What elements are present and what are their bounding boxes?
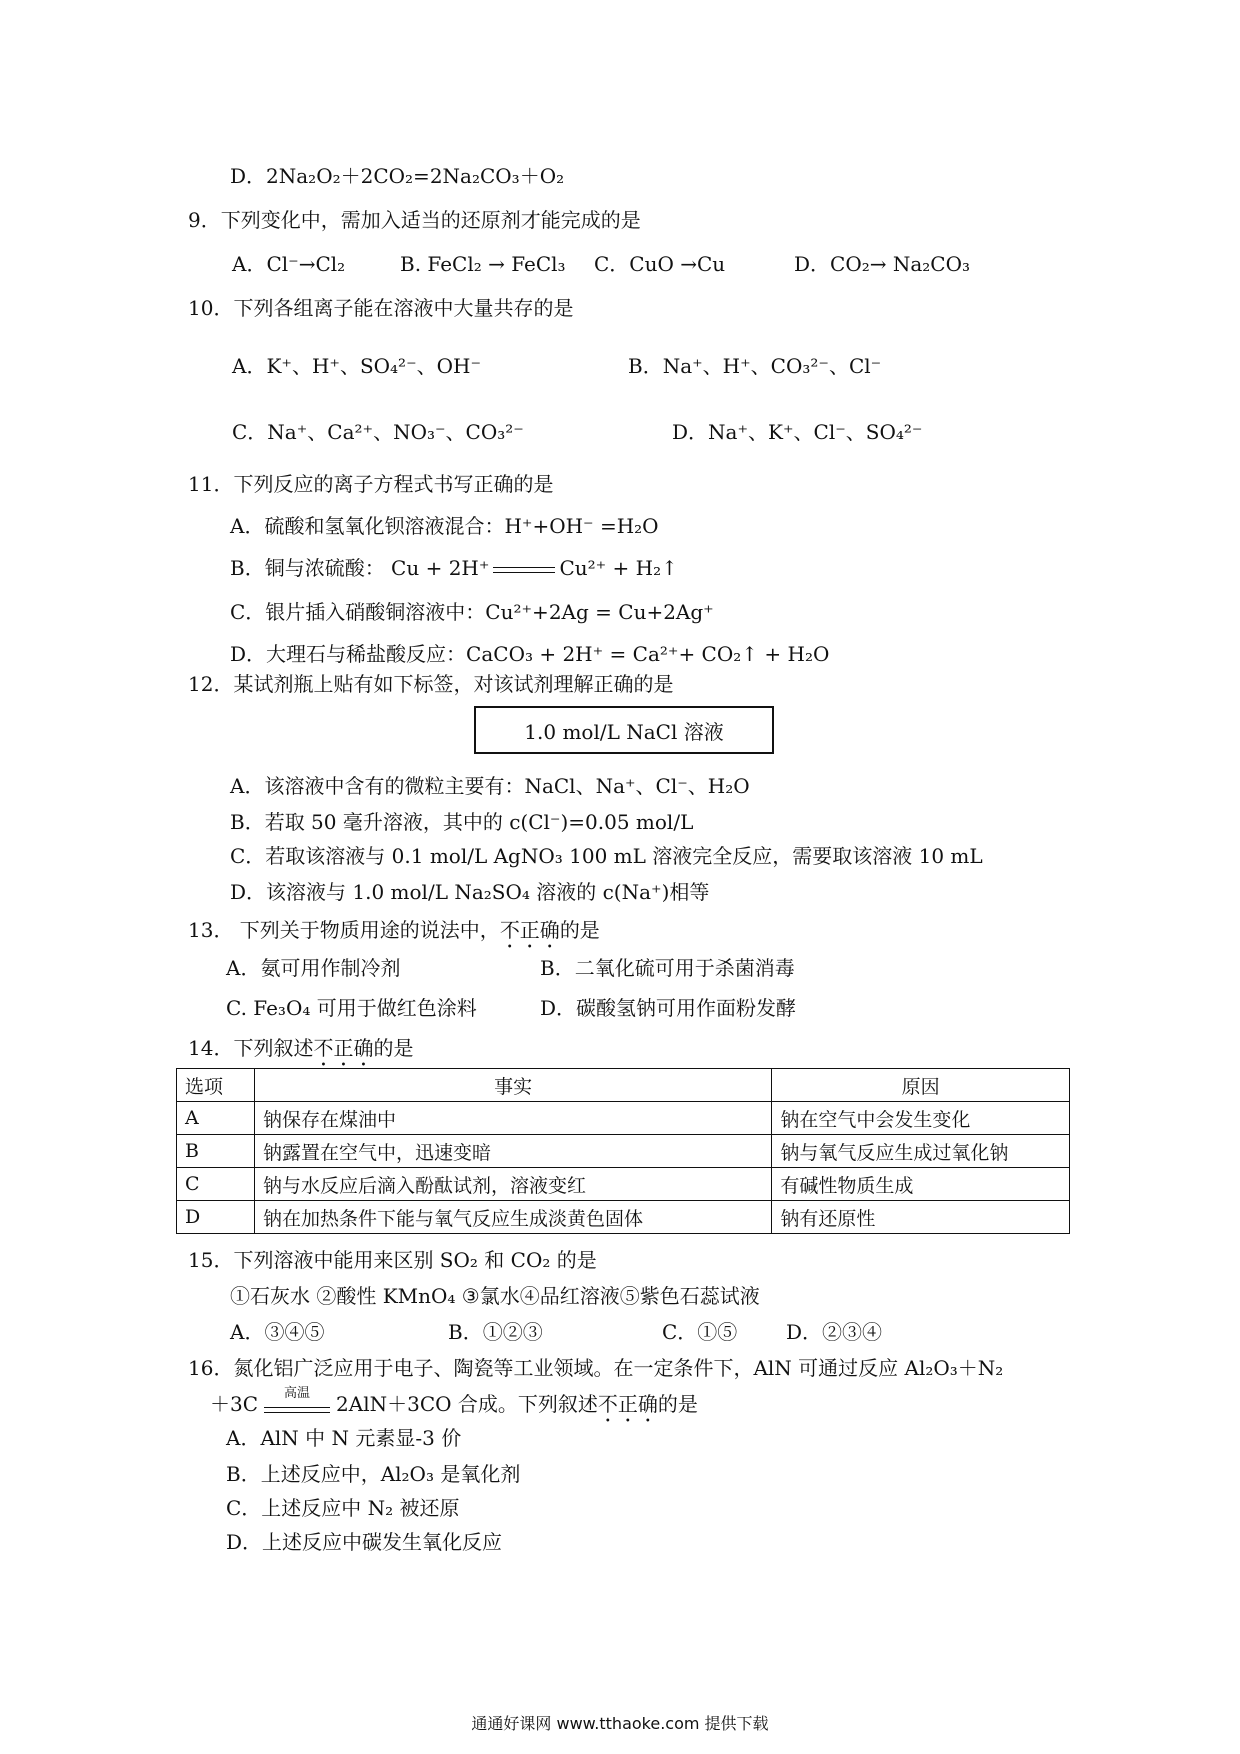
q10-option-d: D．Na⁺、K⁺、Cl⁻、SO₄²⁻ bbox=[672, 420, 923, 444]
q10-option-c: C．Na⁺、Ca²⁺、NO₃⁻、CO₃²⁻ bbox=[232, 420, 524, 444]
row-option: D bbox=[177, 1201, 255, 1234]
q15-option-a: A．③④⑤ bbox=[230, 1320, 325, 1344]
reagent-label-text: 1.0 mol/L NaCl 溶液 bbox=[524, 719, 724, 744]
q11-option-d: D．大理石与稀盐酸反应：CaCO₃ + 2H⁺ = Ca²⁺+ CO₂↑ + H₂O bbox=[230, 642, 830, 666]
q15-stem: 15．下列溶液中能用来区别 SO₂ 和 CO₂ 的是 bbox=[188, 1248, 597, 1272]
reagent-label-box bbox=[474, 706, 774, 754]
table-row bbox=[177, 1135, 1070, 1168]
row-reason: 钠有还原性 bbox=[772, 1201, 1070, 1234]
q11-option-b-left: B．铜与浓硫酸： Cu + 2H⁺ bbox=[230, 556, 490, 580]
q10-option-b: B．Na⁺、H⁺、CO₃²⁻、Cl⁻ bbox=[628, 354, 882, 378]
q12-option-a: A．该溶液中含有的微粒主要有：NaCl、Na⁺、Cl⁻、H₂O bbox=[230, 774, 750, 798]
q9-option-c: C．CuO →Cu bbox=[594, 252, 726, 276]
page-footer: 通通好课网 www.tthaoke.com 提供下载 bbox=[471, 1714, 769, 1733]
q12-stem: 12．某试剂瓶上贴有如下标签，对该试剂理解正确的是 bbox=[188, 672, 674, 696]
q15-option-b: B．①②③ bbox=[448, 1320, 543, 1344]
q8-option-d: D．2Na₂O₂＋2CO₂=2Na₂CO₃＋O₂ bbox=[230, 164, 565, 188]
q9-option-a: A．Cl⁻→Cl₂ bbox=[232, 252, 346, 276]
table-row bbox=[177, 1168, 1070, 1201]
q10-stem: 10．下列各组离子能在溶液中大量共存的是 bbox=[188, 296, 574, 320]
row-fact: 钠在加热条件下能与氧气反应生成淡黄色固体 bbox=[254, 1201, 771, 1234]
q13-option-d: D．碳酸氢钠可用作面粉发酵 bbox=[540, 996, 797, 1020]
q16-stem-left: ＋3C bbox=[210, 1392, 259, 1416]
q16-stem-emphasis: 不正确 bbox=[597, 1392, 658, 1416]
facts-table bbox=[176, 1068, 1070, 1234]
table-header-row bbox=[177, 1069, 1070, 1102]
row-option: C bbox=[177, 1168, 255, 1201]
q15-reagents: ①石灰水 ②酸性 KMnO₄ ③氯水④品红溶液⑤紫色石蕊试液 bbox=[230, 1284, 760, 1308]
q16-stem-line1: 16．氮化铝广泛应用于电子、陶瓷等工业领域。在一定条件下，AlN 可通过反应 Al₂O₃＋N₂ bbox=[188, 1356, 1004, 1380]
q13-option-a: A．氨可用作制冷剂 bbox=[226, 956, 401, 980]
q16-option-c: C．上述反应中 N₂ 被还原 bbox=[226, 1496, 460, 1520]
q14-stem-emphasis: 不正确 bbox=[313, 1036, 374, 1060]
table-row bbox=[177, 1102, 1070, 1135]
row-option: A bbox=[177, 1102, 255, 1135]
q11-option-b-right: Cu²⁺ + H₂↑ bbox=[559, 556, 678, 580]
header-option: 选项 bbox=[177, 1069, 255, 1102]
reaction-condition-arrow bbox=[264, 1385, 330, 1419]
q11-stem: 11．下列反应的离子方程式书写正确的是 bbox=[188, 472, 554, 496]
q12-option-b: B．若取 50 毫升溶液，其中的 c(Cl⁻)=0.05 mol/L bbox=[230, 810, 694, 834]
q9-option-d: D．CO₂→ Na₂CO₃ bbox=[794, 252, 971, 276]
q14-stem-post: 的是 bbox=[373, 1036, 414, 1060]
q16-stem-line2 bbox=[210, 1385, 698, 1427]
row-reason: 钠与氧气反应生成过氧化钠 bbox=[772, 1135, 1070, 1168]
q13-stem-pre: 13． 下列关于物质用途的说法中， bbox=[188, 918, 500, 942]
q15-option-d: D．②③④ bbox=[786, 1320, 883, 1344]
row-reason: 有碱性物质生成 bbox=[772, 1168, 1070, 1201]
q13-stem-post: 的是 bbox=[559, 918, 600, 942]
reaction-condition: 高温 bbox=[284, 1385, 311, 1401]
q9-option-b: B. FeCl₂ → FeCl₃ bbox=[400, 252, 566, 276]
q9-stem: 9．下列变化中，需加入适当的还原剂才能完成的是 bbox=[188, 208, 641, 232]
q16-option-d: D．上述反应中碳发生氧化反应 bbox=[226, 1530, 503, 1554]
q12-option-d: D．该溶液与 1.0 mol/L Na₂SO₄ 溶液的 c(Na⁺)相等 bbox=[230, 880, 710, 904]
q14-stem-pre: 14．下列叙述 bbox=[188, 1036, 314, 1060]
q16-option-b: B．上述反应中，Al₂O₃ 是氧化剂 bbox=[226, 1462, 521, 1486]
q16-stem-mid: 2AlN＋3CO 合成。下列叙述 bbox=[336, 1392, 598, 1416]
equilibrium-sign-icon bbox=[493, 560, 555, 580]
q16-option-a: A．AlN 中 N 元素显-3 价 bbox=[226, 1426, 462, 1450]
q13-stem bbox=[188, 918, 600, 953]
q10-option-a: A．K⁺、H⁺、SO₄²⁻、OH⁻ bbox=[232, 354, 482, 378]
q13-option-c: C. Fe₃O₄ 可用于做红色涂料 bbox=[226, 996, 477, 1020]
row-option: B bbox=[177, 1135, 255, 1168]
row-reason: 钠在空气中会发生变化 bbox=[772, 1102, 1070, 1135]
q13-option-b: B．二氧化硫可用于杀菌消毒 bbox=[540, 956, 795, 980]
q12-option-c: C．若取该溶液与 0.1 mol/L AgNO₃ 100 mL 溶液完全反应，需要取该溶液 10 mL bbox=[230, 844, 983, 868]
row-fact: 钠保存在煤油中 bbox=[254, 1102, 771, 1135]
q16-stem-post: 的是 bbox=[657, 1392, 698, 1416]
q11-option-c: C．银片插入硝酸铜溶液中：Cu²⁺+2Ag = Cu+2Ag⁺ bbox=[230, 600, 714, 624]
header-fact: 事实 bbox=[254, 1069, 771, 1102]
q11-option-a: A．硫酸和氢氧化钡溶液混合：H⁺+OH⁻ =H₂O bbox=[230, 514, 659, 538]
q13-stem-emphasis: 不正确 bbox=[499, 918, 560, 942]
header-reason: 原因 bbox=[772, 1069, 1070, 1102]
row-fact: 钠露置在空气中，迅速变暗 bbox=[254, 1135, 771, 1168]
q14-stem bbox=[188, 1036, 413, 1071]
q15-option-c: C．①⑤ bbox=[662, 1320, 738, 1344]
q11-option-b bbox=[230, 558, 678, 580]
table-row bbox=[177, 1201, 1070, 1234]
row-fact: 钠与水反应后滴入酚酞试剂，溶液变红 bbox=[254, 1168, 771, 1201]
